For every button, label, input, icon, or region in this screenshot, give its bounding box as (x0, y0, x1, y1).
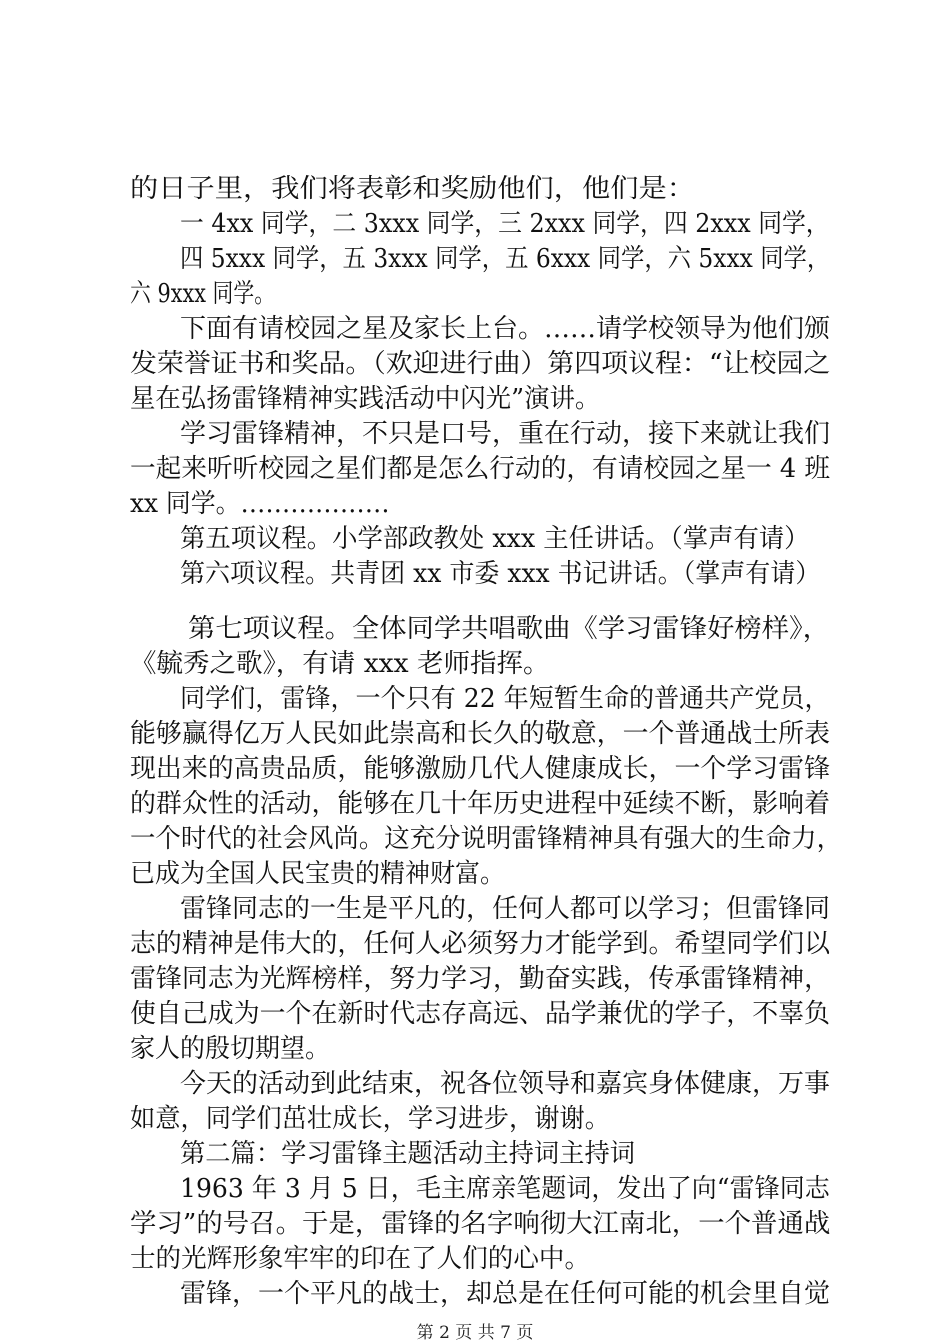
text-line: 学习雷锋精神，不只是口号，重在行动，接下来就让我们 (180, 419, 831, 449)
text-line: 一个时代的社会风尚。这充分说明雷锋精神具有强大的生命力， (130, 824, 843, 854)
text-line: 士的光辉形象牢牢的印在了人们的心中。 (130, 1244, 591, 1274)
text-line: 第六项议程。共青团 xx 市委 xxx 书记讲话。（掌声有请） (180, 559, 821, 589)
text-line: 雷锋同志的一生是平凡的，任何人都可以学习；但雷锋同 (180, 894, 831, 924)
text-line: 同学们，雷锋，一个只有 22 年短暂生命的普通共产党员， (180, 684, 830, 714)
text-line: 家人的殷切期望。 (130, 1034, 331, 1064)
text-line: 使自己成为一个在新时代志存高远、品学兼优的学子，不辜负 (130, 999, 831, 1029)
text-line: 一起来听听校园之星们都是怎么行动的，有请校园之星一 4 班 (130, 454, 831, 484)
text-line: 的日子里，我们将表彰和奖励他们，他们是： (130, 174, 696, 204)
text-line: 第五项议程。小学部政教处 xxx 主任讲话。（掌声有请） (180, 524, 810, 554)
text-line: 1963 年 3 月 5 日，毛主席亲笔题词，发出了向“雷锋同志 (180, 1174, 830, 1204)
text-line: 第七项议程。全体同学共唱歌曲《学习雷锋好榜样》， (188, 614, 831, 644)
text-line: 《毓秀之歌》，有请 xxx 老师指挥。 (130, 649, 550, 679)
text-line: 如意，同学们茁壮成长，学习进步，谢谢。 (130, 1104, 611, 1134)
text-line: 已成为全国人民宝贵的精神财富。 (130, 859, 506, 889)
text-line: 一 4xx 同学，二 3xxx 同学，三 2xxx 同学，四 2xxx 同学， (180, 209, 830, 239)
text-line: 星在弘扬雷锋精神实践活动中闪光”演讲。 (130, 384, 601, 414)
text-line: 六 9xxx 同学。 (130, 279, 276, 309)
text-line: 下面有请校园之星及家长上台。……请学校领导为他们颁 (180, 314, 831, 344)
text-line: 发荣誉证书和奖品。（欢迎进行曲）第四项议程：“让校园之 (130, 349, 831, 379)
page-footer: 第 2 页 共 7 页 (416, 1323, 534, 1343)
text-line: 今天的活动到此结束，祝各位领导和嘉宾身体健康，万事 (180, 1069, 831, 1099)
text-line: 雷锋同志为光辉榜样，努力学习，勤奋实践，传承雷锋精神， (130, 964, 831, 994)
text-line: 雷锋，一个平凡的战士，却总是在任何可能的机会里自觉 (180, 1279, 831, 1309)
text-line: 志的精神是伟大的，任何人必须努力才能学到。希望同学们以 (130, 929, 831, 959)
text-line: 学习”的号召。于是，雷锋的名字响彻大江南北，一个普通战 (130, 1209, 831, 1239)
text-line: 四 5xxx 同学，五 3xxx 同学，五 6xxx 同学，六 5xxx 同学， (180, 244, 831, 274)
text-line: 现出来的高贵品质，能够激励几代人健康成长，一个学习雷锋 (130, 754, 831, 784)
text-line: xx 同学。……………… (130, 489, 390, 519)
text-line: 第二篇：学习雷锋主题活动主持词主持词 (180, 1139, 636, 1169)
text-line: 的群众性的活动，能够在几十年历史进程中延续不断，影响着 (130, 789, 831, 819)
text-line: 能够赢得亿万人民如此崇高和长久的敬意，一个普通战士所表 (130, 719, 831, 749)
